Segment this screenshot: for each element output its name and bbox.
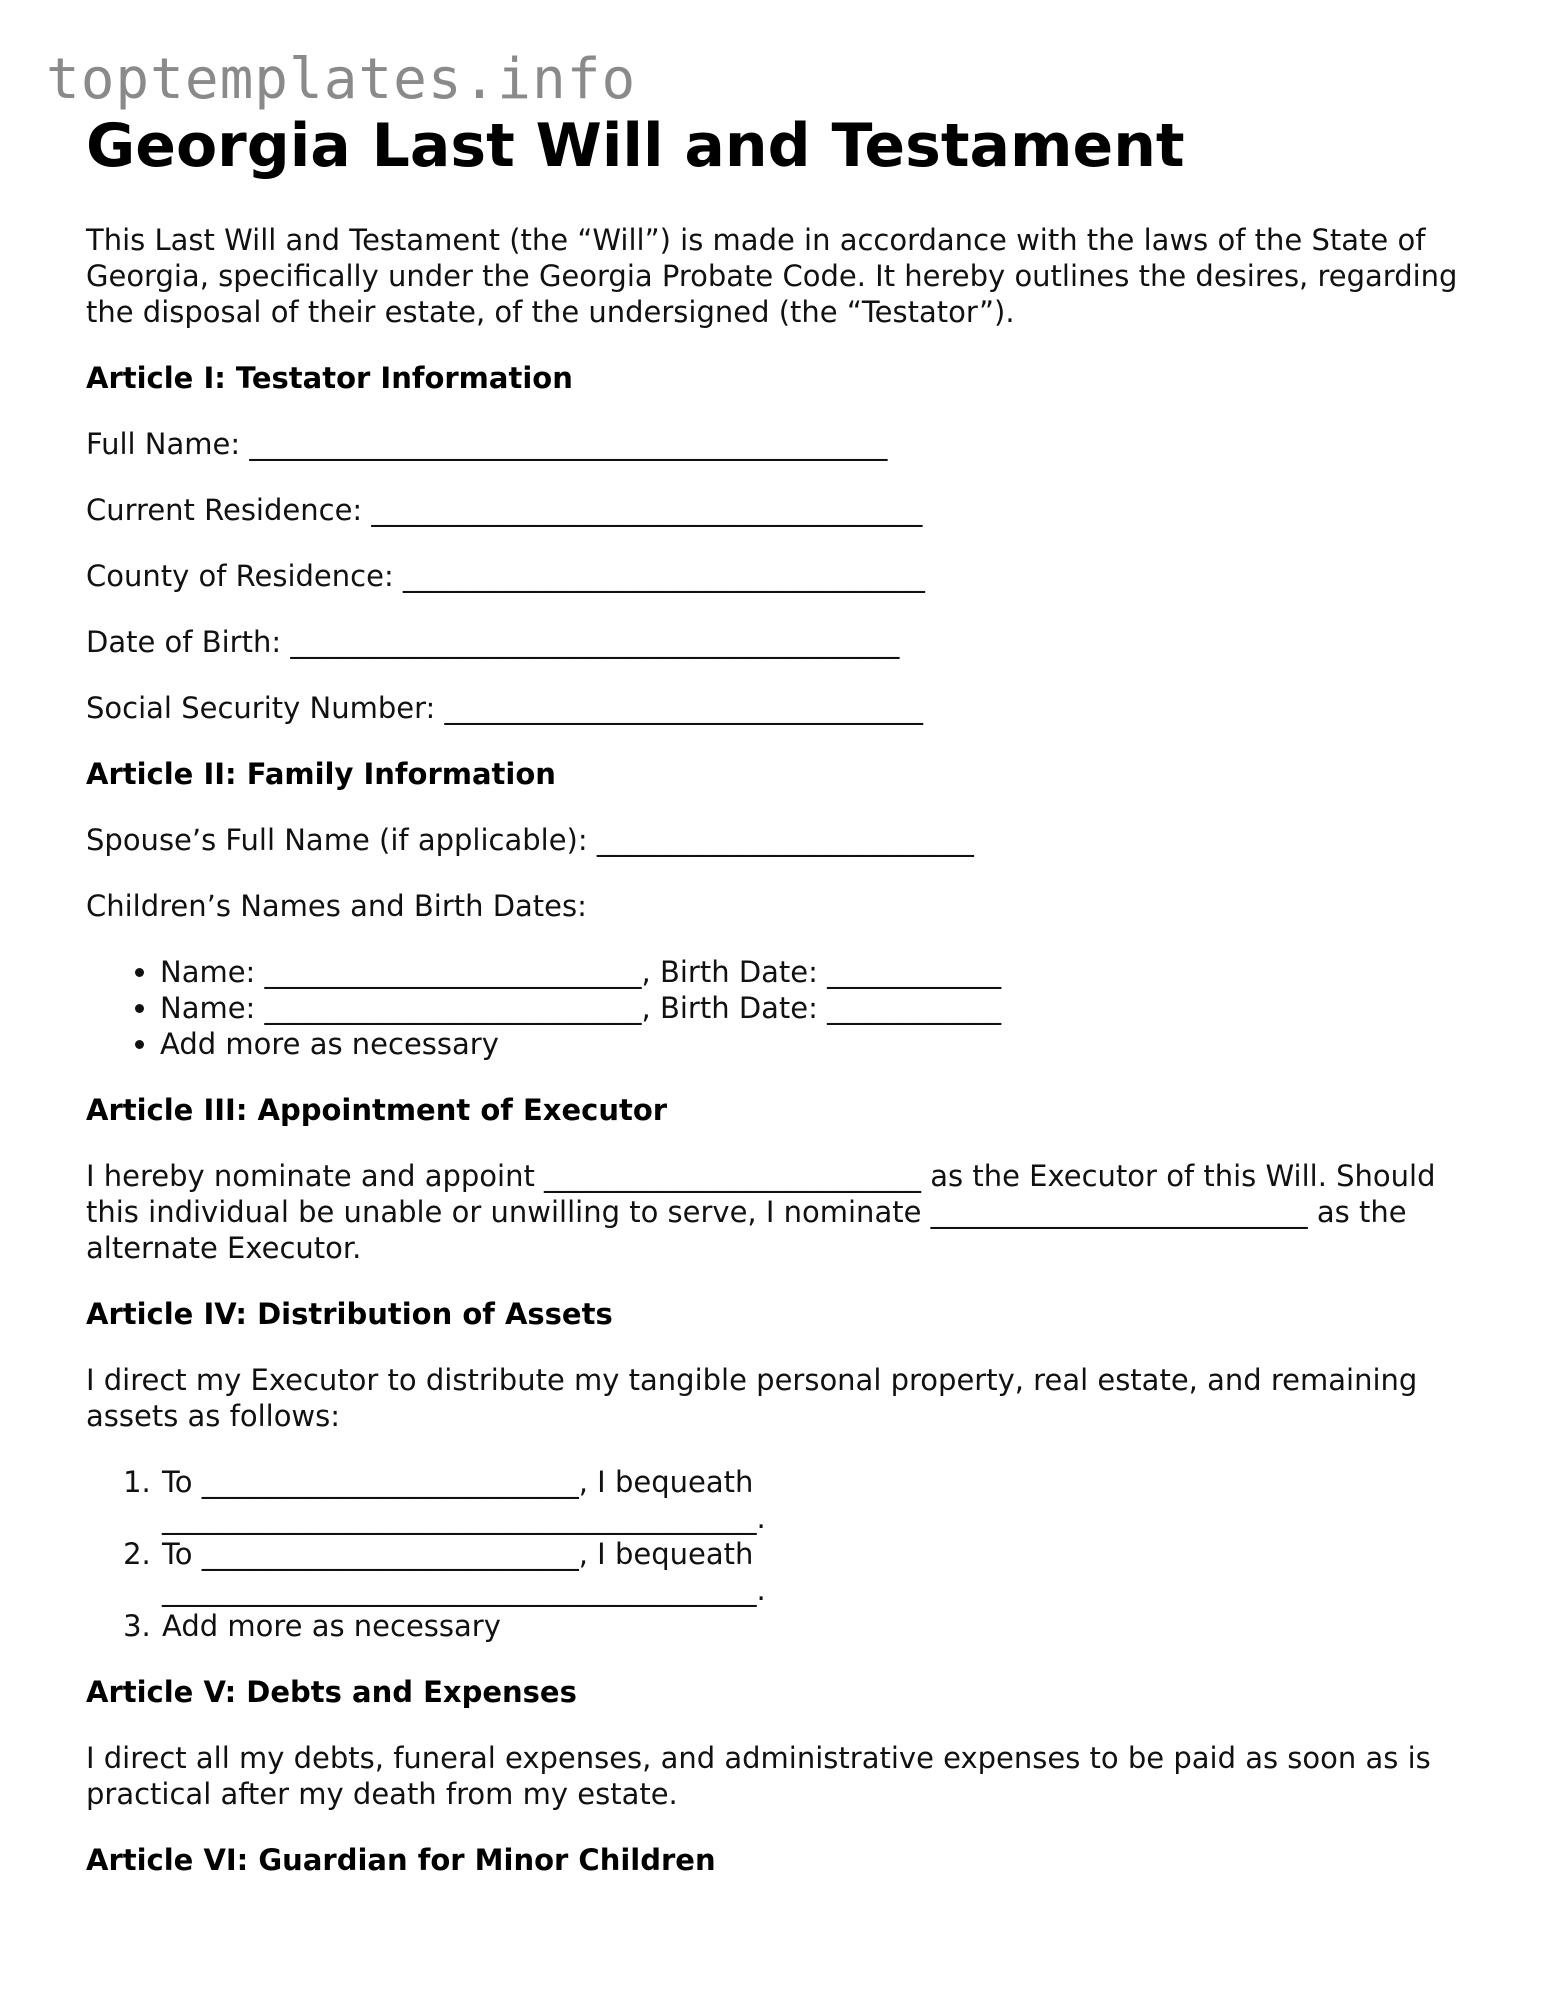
debts-paragraph: I direct all my debts, funeral expenses, and administrative expenses to be paid as soon as is practical after my death from my estate. (86, 1741, 1431, 1811)
bequest-item: 1. To __________________________, I bequeath _________________________________________. (160, 1464, 900, 1536)
current-residence-field: Current Residence: ______________________________________ (86, 493, 923, 527)
bequest-item-more: 3. Add more as necessary (160, 1608, 900, 1644)
child-entry-more: • Add more as necessary (160, 1026, 1476, 1062)
spouse-name-field: Spouse’s Full Name (if applicable): __________________________ (86, 823, 974, 857)
article-3-heading: Article III: Appointment of Executor (86, 1093, 668, 1127)
social-security-number-field: Social Security Number: _________________________________ (86, 691, 923, 725)
article-6-heading: Article VI: Guardian for Minor Children (86, 1843, 716, 1877)
children-list (86, 954, 1476, 1062)
bequest-list (86, 1464, 900, 1644)
bequest-item: 2. To __________________________, I bequeath _________________________________________. (160, 1536, 900, 1608)
children-label: Children’s Names and Birth Dates: (86, 889, 587, 923)
child-entry: • Name: __________________________, Birth Date: ____________ (160, 990, 1476, 1026)
article-4-heading: Article IV: Distribution of Assets (86, 1297, 613, 1331)
county-of-residence-field: County of Residence: ____________________________________ (86, 559, 925, 593)
watermark: toptemplates.info (46, 47, 637, 112)
executor-paragraph: I hereby nominate and appoint __________________________ as the Executor of this Will. Should this individual be unable or unwilling to serve, I nominate __________________________ as the alternate Executor. (86, 1159, 1436, 1265)
child-entry: • Name: __________________________, Birth Date: ____________ (160, 954, 1476, 990)
full-name-field: Full Name: ____________________________________________ (86, 427, 888, 461)
article-5-heading: Article V: Debts and Expenses (86, 1675, 577, 1709)
distribution-paragraph: I direct my Executor to distribute my tangible personal property, real estate, and remaining assets as follows: (86, 1363, 1418, 1433)
document-title: Georgia Last Will and Testament (86, 111, 1185, 181)
intro-paragraph: This Last Will and Testament (the “Will”) is made in accordance with the laws of the State of Georgia, specifically under the Georgia Probate Code. It hereby outlines the desires, regarding the disposal of their estate, of the undersigned (the “Testator”). (86, 223, 1458, 329)
article-1-heading: Article I: Testator Information (86, 361, 573, 395)
date-of-birth-field: Date of Birth: __________________________________________ (86, 625, 900, 659)
document-body (86, 106, 1476, 1878)
article-2-heading: Article II: Family Information (86, 757, 556, 791)
